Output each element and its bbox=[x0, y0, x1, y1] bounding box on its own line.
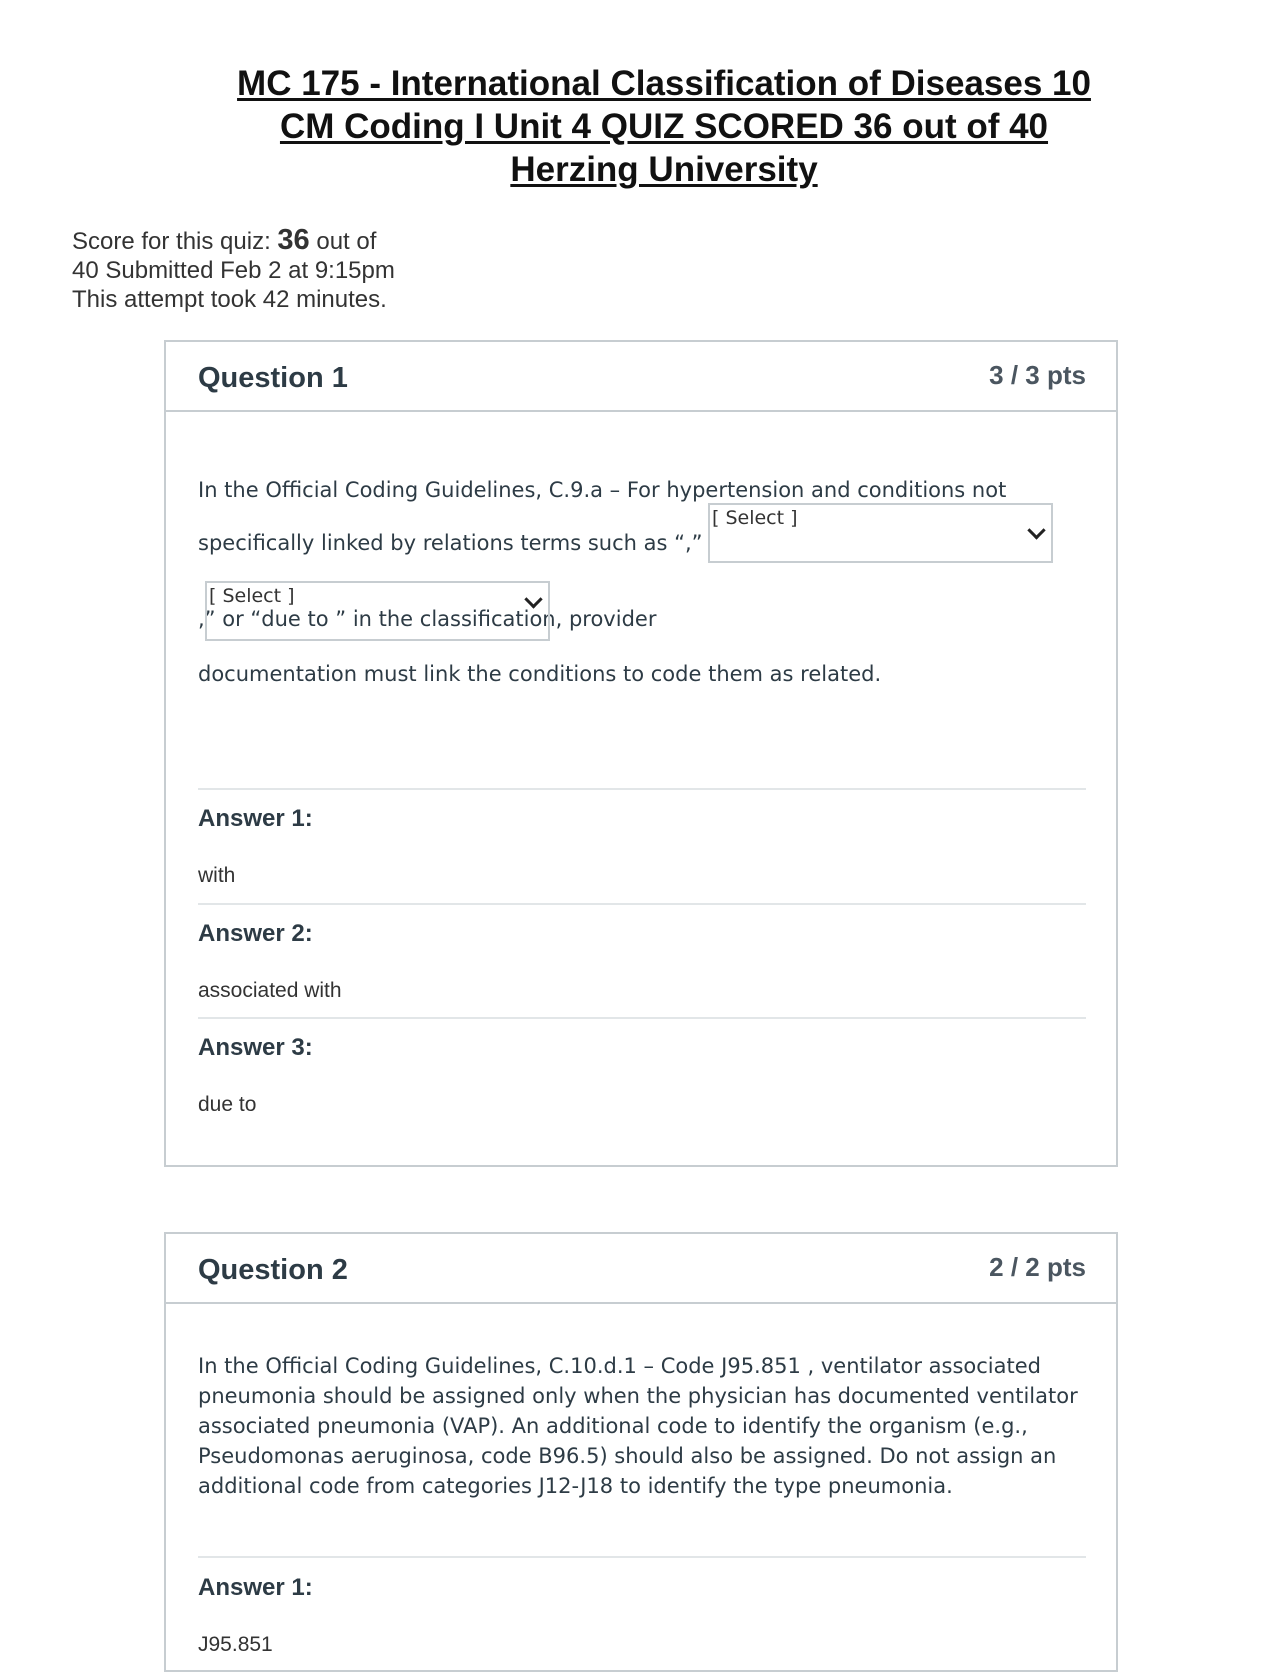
question-2 bbox=[164, 1232, 1118, 1672]
answer-label: Answer 3: bbox=[198, 1034, 313, 1061]
title-line-3: Herzing University bbox=[510, 150, 818, 189]
score-line bbox=[72, 226, 395, 256]
submitted-line: 40 Submitted Feb 2 at 9:15pm bbox=[72, 257, 395, 284]
chevron-down-icon bbox=[1027, 521, 1045, 539]
title-line-1: MC 175 - International Classification of Diseases 10 bbox=[237, 64, 1091, 103]
question-points: 2 / 2 pts bbox=[989, 1252, 1086, 1282]
score-value: 36 bbox=[277, 224, 310, 256]
divider bbox=[198, 788, 1086, 790]
question-text-line: associated pneumonia (VAP). An additional code to identify the organism (e.g., bbox=[198, 1414, 1028, 1438]
divider bbox=[198, 1017, 1086, 1019]
question-text-line-1: In the Official Coding Guidelines, C.9.a – For hypertension and conditions not bbox=[198, 478, 1007, 502]
document-title bbox=[150, 62, 1178, 191]
question-text-line: In the Official Coding Guidelines, C.10.d.1 – Code J95.851 , ventilator associated bbox=[198, 1354, 1041, 1378]
answer-value: due to bbox=[198, 1093, 257, 1116]
question-text-line: additional code from categories J12-J18 to identify the type pneumonia. bbox=[198, 1474, 953, 1498]
question-text-line-3: ,” or “due to ” in the classification, provider bbox=[198, 607, 657, 631]
score-suffix: out of bbox=[316, 228, 377, 255]
select-placeholder: [ Select ] bbox=[209, 585, 295, 607]
answer-label: Answer 2: bbox=[198, 920, 313, 947]
question-text bbox=[198, 1351, 1078, 1501]
select-placeholder: [ Select ] bbox=[712, 507, 798, 529]
question-text-line: pneumonia should be assigned only when the physician has documented ventilator bbox=[198, 1384, 1078, 1408]
question-body bbox=[166, 412, 1116, 1167]
question-title: Question 2 bbox=[198, 1254, 348, 1286]
blank-select-1[interactable] bbox=[708, 503, 1053, 563]
chevron-down-icon bbox=[524, 590, 542, 608]
score-summary bbox=[72, 226, 395, 314]
question-header bbox=[166, 342, 1116, 412]
answer-label: Answer 1: bbox=[198, 805, 313, 832]
question-header bbox=[166, 1234, 1116, 1304]
question-title: Question 1 bbox=[198, 362, 348, 394]
question-text-line-4: documentation must link the conditions to code them as related. bbox=[198, 662, 882, 686]
question-body bbox=[166, 1304, 1116, 1674]
question-1 bbox=[164, 340, 1118, 1167]
question-text-line: Pseudomonas aeruginosa, code B96.5) should also be assigned. Do not assign an bbox=[198, 1444, 1057, 1468]
question-text-line-2: specifically linked by relations terms such as “,” bbox=[198, 531, 703, 555]
blank-select-2[interactable] bbox=[205, 581, 550, 641]
score-prefix: Score for this quiz: bbox=[72, 228, 271, 255]
answer-value: J95.851 bbox=[198, 1633, 273, 1656]
title-line-2: CM Coding I Unit 4 QUIZ SCORED 36 out of 40 bbox=[279, 107, 1049, 146]
answer-value: associated with bbox=[198, 979, 342, 1002]
divider bbox=[198, 1556, 1086, 1558]
divider bbox=[198, 903, 1086, 905]
attempt-duration: This attempt took 42 minutes. bbox=[72, 286, 387, 313]
answer-label: Answer 1: bbox=[198, 1574, 313, 1601]
answer-value: with bbox=[198, 864, 236, 887]
question-points: 3 / 3 pts bbox=[989, 360, 1086, 390]
